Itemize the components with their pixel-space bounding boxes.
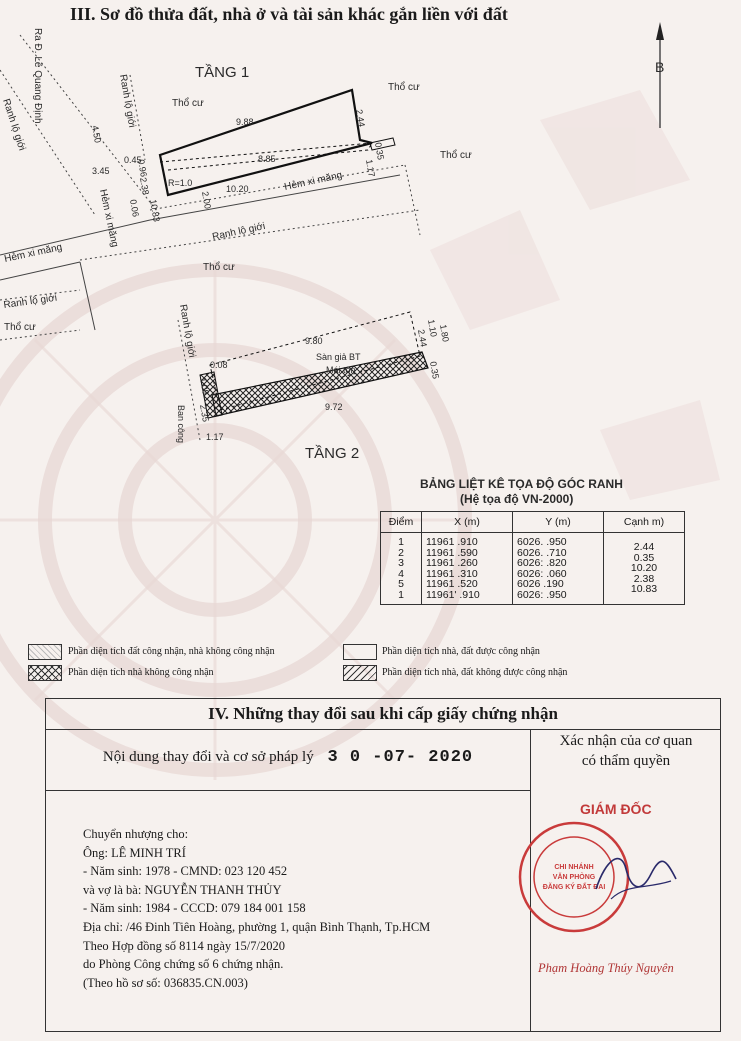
section4-title: IV. Những thay đổi sau khi cấp giấy chứng nhận bbox=[46, 699, 720, 730]
boundary-label-3: Ranh lộ giới bbox=[211, 220, 267, 243]
legend-swatch-hatch bbox=[343, 665, 377, 681]
dim-980: 9.80 bbox=[305, 336, 323, 346]
land-label-2: Thổ cư bbox=[388, 82, 420, 93]
detail-line: - Năm sinh: 1978 - CMND: 023 120 452 bbox=[83, 864, 288, 879]
coordinate-table bbox=[380, 511, 685, 605]
dim-117: 1.17 bbox=[364, 158, 377, 178]
legend-item-4: Phần diện tích nhà, đất không được công nhận bbox=[382, 667, 568, 678]
north-arrow-icon bbox=[656, 22, 664, 128]
col-x-header: X (m) bbox=[422, 512, 513, 533]
coord-table-subtitle: (Hệ tọa độ VN-2000) bbox=[460, 492, 574, 506]
dim-885: 8.85 bbox=[258, 154, 276, 164]
detail-line: do Phòng Công chứng số 6 chứng nhận. bbox=[83, 957, 284, 972]
legend-swatch-crosshatch bbox=[28, 665, 62, 681]
dim-180: 1.80 bbox=[438, 323, 451, 343]
detail-line: Địa chỉ: /46 Đinh Tiên Hoàng, phường 1, quận Bình Thạnh, Tp.HCM bbox=[83, 919, 431, 934]
balcony-label: Ban công bbox=[176, 405, 186, 444]
floor2-plot bbox=[200, 312, 428, 418]
radius-label: R=1.0 bbox=[168, 178, 193, 188]
road-label: Ra Đ. Lê Quang Định bbox=[32, 28, 43, 124]
dim-045: 0.45 bbox=[124, 155, 142, 165]
dim-972: 9.72 bbox=[325, 402, 343, 412]
land-label-3: Thổ cư bbox=[440, 150, 472, 161]
director-title: GIÁM ĐỐC bbox=[580, 801, 652, 817]
legend-item-2: Phần diện tích nhà, đất được công nhận bbox=[382, 646, 540, 657]
north-label: B bbox=[655, 59, 665, 75]
dim-109: 1.09 bbox=[198, 376, 211, 396]
change-date: 3 0 -07- 2020 bbox=[327, 748, 474, 767]
coord-table-title: BẢNG LIỆT KÊ TỌA ĐỘ GÓC RANH bbox=[420, 477, 623, 491]
dim-1083: 10.83 bbox=[148, 198, 162, 223]
dim-117b: 1.17 bbox=[206, 432, 224, 442]
dim-008: 0.08 bbox=[210, 360, 228, 370]
dim-110: 1.10 bbox=[426, 318, 439, 338]
col-diem-header: Điểm bbox=[381, 512, 422, 533]
land-plot-diagram bbox=[0, 0, 741, 520]
legend-item-3: Phần diện tích nhà không công nhận bbox=[68, 667, 214, 678]
floor1-label: TẦNG 1 bbox=[195, 64, 250, 81]
detail-line: - Năm sinh: 1984 - CCCD: 079 184 001 158 bbox=[83, 901, 306, 916]
section4-right-header bbox=[532, 731, 720, 771]
detail-line: Ông: LÊ MINH TRÍ bbox=[83, 845, 186, 860]
svg-text:ĐĂNG KÝ ĐẤT ĐAI: ĐĂNG KÝ ĐẤT ĐAI bbox=[542, 884, 606, 891]
change-details bbox=[83, 825, 430, 992]
dim-096: 0.96 bbox=[136, 158, 149, 178]
boundary-label-1: Ranh lộ giới bbox=[117, 73, 138, 129]
dim-035: 0.35 bbox=[373, 141, 386, 161]
authority-label-2: có thẩm quyền bbox=[581, 753, 671, 769]
floor2-label: TẦNG 2 bbox=[305, 445, 360, 462]
land-label-1: Thổ cư bbox=[172, 98, 204, 109]
dim-035b: 0.35 bbox=[428, 360, 441, 380]
alley-label-1: Hẻm xi măng bbox=[283, 169, 344, 193]
col-canh-header: Cạnh m) bbox=[604, 512, 685, 533]
dim-988: 9.88 bbox=[236, 117, 254, 127]
land-label-5: Thổ cư bbox=[4, 322, 36, 333]
signer-name: Phạm Hoàng Thúy Nguyên bbox=[538, 961, 674, 975]
legend-swatch-empty bbox=[343, 644, 377, 660]
signature-icon bbox=[591, 839, 681, 909]
authority-label-1: Xác nhận của cơ quan bbox=[559, 733, 693, 749]
detail-line: và vợ là bà: NGUYỄN THANH THỦY bbox=[83, 882, 282, 897]
floor2-note-mai: Mái tôn bbox=[326, 365, 356, 375]
dim-200: 2.00 bbox=[200, 190, 213, 210]
col-y-header: Y (m) bbox=[513, 512, 604, 533]
detail-line: (Theo hồ sơ số: 036835.CN.003) bbox=[83, 975, 248, 990]
section3-title: III. Sơ đồ thửa đất, nhà ở và tài sản khác gắn liền với đất bbox=[70, 4, 508, 24]
dim-450: 4.50 bbox=[90, 124, 103, 144]
table-row: 1 2 3 4 5 1 11961 .910 11961 .590 11961 .260 11961 .310 11961 .520 11961' .910 6026. .950 6026. .710 6026: .820 6026: .060 6026 .190 6026: .950 2.44 0.35 10.20 2.38 10.83 bbox=[381, 533, 685, 605]
section4-changes bbox=[45, 698, 721, 1032]
dim-238: 2.38 bbox=[138, 176, 151, 196]
alley-label-3: Hẻm xi măng bbox=[97, 188, 121, 249]
change-content-label: Nội dung thay đổi và cơ sở pháp lý bbox=[102, 749, 314, 765]
dim-1020: 10.20 bbox=[226, 184, 249, 194]
detail-line: Chuyển nhượng cho: bbox=[83, 827, 189, 841]
dim-345: 3.45 bbox=[92, 166, 110, 176]
legend-item-1: Phần diện tích đất công nhận, nhà không công nhận bbox=[68, 646, 275, 657]
boundary-label-2: Ranh lộ giới bbox=[0, 97, 28, 153]
section4-left-header bbox=[46, 729, 530, 789]
boundary-label-4: Ranh lộ giới bbox=[2, 292, 58, 311]
dim-235: 2.35 bbox=[198, 403, 211, 423]
detail-line: Theo Hợp đồng số 8114 ngày 15/7/2020 bbox=[83, 938, 285, 953]
legend-swatch-dotted bbox=[28, 644, 62, 660]
svg-text:VĂN PHÒNG: VĂN PHÒNG bbox=[552, 874, 596, 881]
alley-label-2: Hẻm xi măng bbox=[3, 241, 64, 265]
dim-006: 0.06 bbox=[128, 198, 141, 218]
dim-244: 2.44 bbox=[354, 108, 367, 128]
land-label-4: Thổ cư bbox=[203, 262, 235, 273]
floor2-note-san: Sàn giả BT bbox=[316, 352, 361, 362]
dim-244b: 2.44 bbox=[416, 328, 429, 348]
svg-text:CHI NHÁNH: CHI NHÁNH bbox=[554, 864, 594, 871]
boundary-label-5: Ranh lộ giới bbox=[177, 303, 198, 359]
